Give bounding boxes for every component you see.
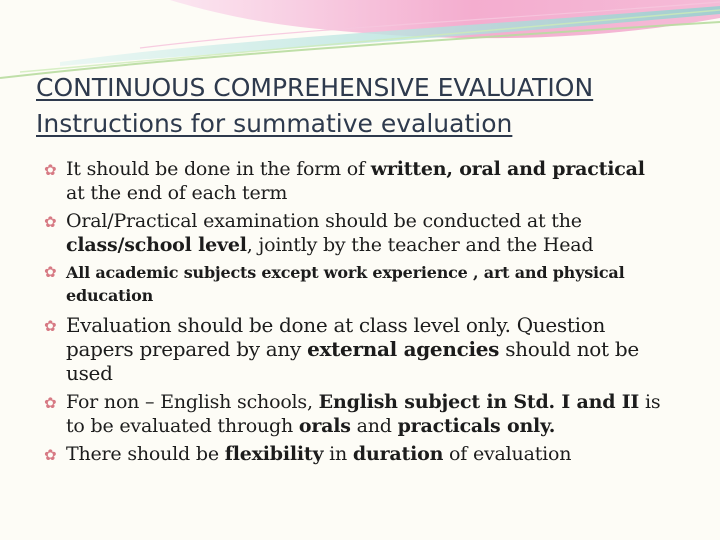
bullet-text-part: Oral/Practical examination should be conducted at the — [66, 210, 582, 232]
bullet-text-part: It should be done in the form of — [66, 158, 371, 180]
flower-bullet-icon: ✿ — [44, 394, 57, 412]
flower-bullet-icon: ✿ — [44, 161, 57, 179]
bullet-bold-text: English subject in Std. I and II — [318, 391, 640, 413]
bullet-text-part: of evaluation — [443, 443, 572, 465]
header-ribbon-decoration — [0, 0, 720, 80]
bullet-text-part: at the end of each term — [66, 182, 288, 204]
bullet-text — [66, 313, 639, 385]
bullet-text-part: should not be used — [66, 337, 639, 385]
title-line-2: Instructions for summative evaluation — [36, 109, 513, 138]
bullet-list — [44, 157, 664, 470]
bullet-bold-text: written, oral and practical — [370, 158, 645, 180]
bullet-item — [44, 157, 664, 205]
bullet-bold-text: practicals only. — [397, 415, 556, 437]
bullet-item — [44, 442, 664, 466]
bullet-item — [44, 261, 664, 307]
flower-bullet-icon: ✿ — [44, 263, 57, 281]
bullet-text — [66, 391, 660, 437]
bullet-item — [44, 313, 664, 385]
bullet-text-part: Evaluation should be done at class level only. Question papers prepared by any — [66, 313, 606, 361]
bullet-bold-text: external agencies — [307, 337, 500, 361]
bullet-text-part: There should be — [66, 443, 225, 465]
bullet-text — [66, 263, 624, 305]
bullet-item — [44, 390, 664, 438]
bullet-text-part: All academic subjects except work experience , art and physical education — [66, 263, 625, 305]
bullet-text-part: is to be evaluated through — [66, 391, 661, 437]
bullet-text-part: , jointly by the teacher and the Head — [246, 234, 594, 256]
title-line-1: CONTINUOUS COMPREHENSIVE EVALUATION — [36, 73, 594, 102]
flower-bullet-icon: ✿ — [44, 317, 57, 335]
bullet-bold-text: class/school level — [66, 234, 247, 256]
slide-title — [36, 70, 593, 142]
flower-bullet-icon: ✿ — [44, 446, 57, 464]
bullet-text-part: and — [350, 415, 398, 437]
bullet-text-part: For non – English schools, — [66, 391, 319, 413]
bullet-bold-text: flexibility — [224, 443, 324, 465]
bullet-text — [66, 443, 571, 465]
bullet-text — [66, 158, 645, 204]
bullet-text — [66, 210, 593, 256]
bullet-bold-text: duration — [352, 443, 444, 465]
bullet-item — [44, 209, 664, 257]
flower-bullet-icon: ✿ — [44, 213, 57, 231]
bullet-bold-text: orals — [298, 415, 351, 437]
bullet-text-part: in — [323, 443, 353, 465]
